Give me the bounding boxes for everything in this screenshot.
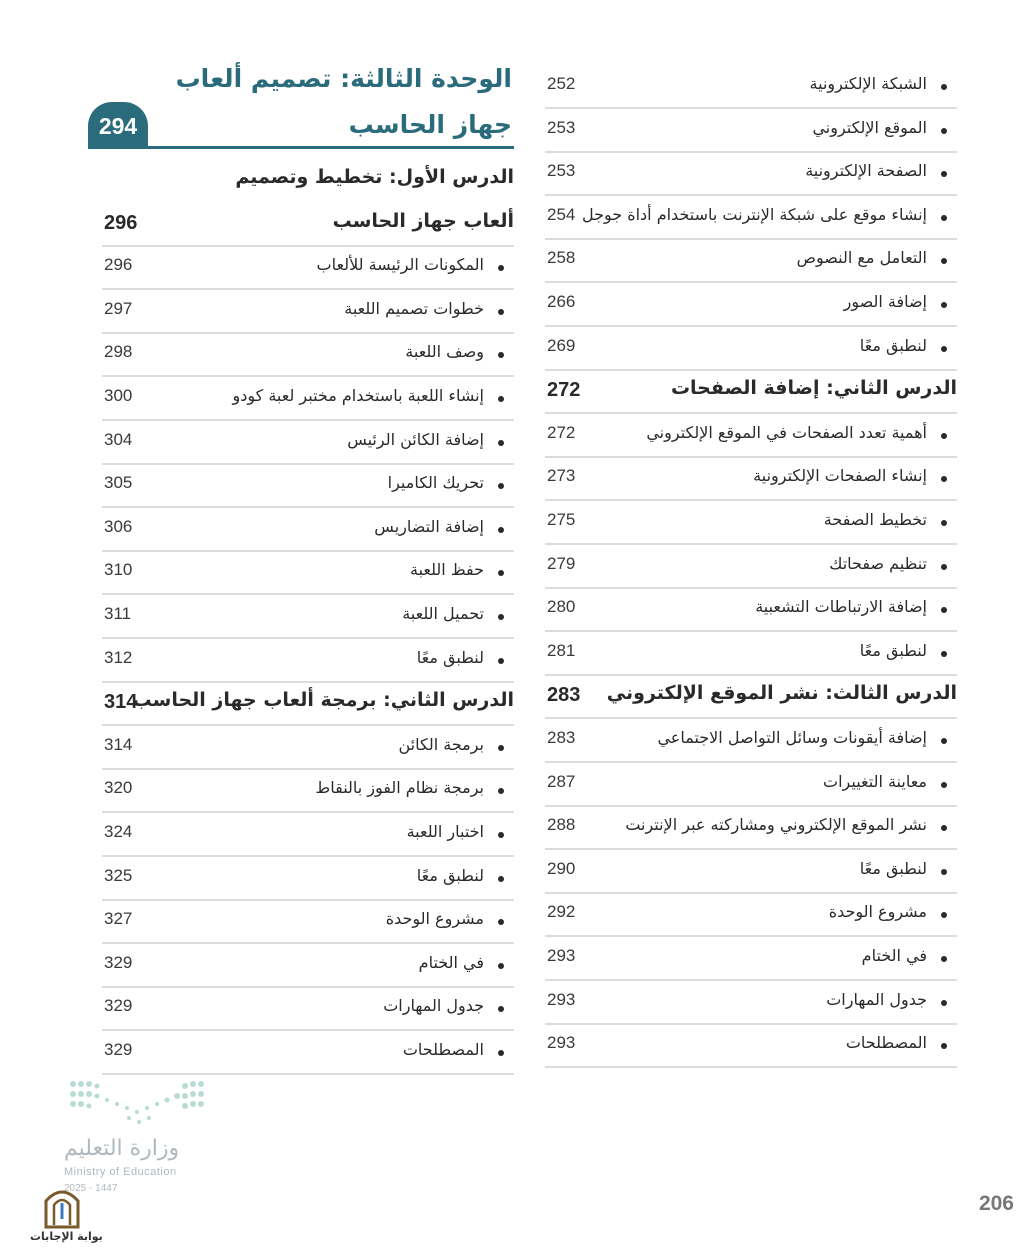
toc-entry[interactable] bbox=[545, 589, 957, 632]
toc-page-number: 292 bbox=[547, 902, 576, 922]
toc-entry-title: برمجة الكائن bbox=[398, 734, 484, 754]
toc-page-number: 304 bbox=[104, 429, 133, 449]
bullet-icon bbox=[941, 738, 947, 744]
toc-page-number: 254 bbox=[547, 204, 576, 224]
toc-entry-title: إنشاء موقع على شبكة الإنترنت باستخدام أداة جوجل bbox=[581, 204, 927, 224]
bullet-icon bbox=[941, 171, 947, 177]
bullet-icon bbox=[498, 570, 504, 576]
toc-entry[interactable] bbox=[102, 596, 514, 639]
toc-lesson-heading[interactable] bbox=[102, 683, 514, 726]
toc-entry-title: التعامل مع النصوص bbox=[796, 248, 927, 268]
bullet-icon bbox=[498, 265, 504, 271]
toc-entry[interactable] bbox=[102, 858, 514, 901]
toc-entry-title: إنشاء اللعبة باستخدام مختبر لعبة كودو bbox=[232, 386, 484, 405]
bullet-icon bbox=[498, 832, 504, 838]
toc-page-number: 329 bbox=[104, 952, 133, 972]
toc-page-number: 293 bbox=[547, 1033, 576, 1053]
bullet-icon bbox=[941, 346, 947, 352]
toc-entry-title: لنطبق معًا bbox=[416, 647, 484, 667]
bullet-icon bbox=[498, 876, 504, 882]
bullet-icon bbox=[941, 128, 947, 134]
toc-page-number: 253 bbox=[547, 117, 576, 137]
toc-page-number: 327 bbox=[104, 909, 133, 929]
toc-page-number: 279 bbox=[547, 553, 576, 573]
unit-title-line2: جهاز الحاسب bbox=[348, 110, 512, 139]
toc-entry-title: وصف اللعبة bbox=[405, 342, 484, 362]
bullet-icon bbox=[941, 84, 947, 90]
bullet-icon bbox=[941, 302, 947, 308]
toc-page-number: 280 bbox=[547, 597, 576, 617]
bullet-icon bbox=[941, 476, 947, 482]
toc-entry-title: إنشاء الصفحات الإلكترونية bbox=[753, 466, 927, 486]
toc-entry-title: المكونات الرئيسة للألعاب bbox=[316, 255, 484, 275]
watermark-text: بوابة الإجابات bbox=[30, 1230, 103, 1243]
toc-entry[interactable] bbox=[102, 640, 514, 683]
toc-page-number: 290 bbox=[547, 858, 576, 878]
bullet-icon bbox=[498, 440, 504, 446]
toc-entry[interactable] bbox=[545, 938, 957, 981]
ministry-years: 2025 - 1447 bbox=[64, 1183, 118, 1194]
toc-entry[interactable] bbox=[545, 894, 957, 937]
toc-entry[interactable] bbox=[545, 328, 957, 371]
toc-entry[interactable] bbox=[545, 415, 957, 458]
toc-entry-title: الموقع الإلكتروني bbox=[812, 117, 927, 137]
watermark-logo-icon bbox=[42, 1185, 82, 1229]
bullet-icon bbox=[498, 614, 504, 620]
bullet-icon bbox=[941, 912, 947, 918]
toc-entry[interactable] bbox=[545, 153, 957, 196]
toc-entry-title: لنطبق معًا bbox=[859, 640, 927, 660]
toc-entry[interactable] bbox=[102, 814, 514, 857]
toc-entry[interactable] bbox=[102, 509, 514, 552]
toc-entry-title: نشر الموقع الإلكتروني ومشاركته عبر الإنترنت bbox=[625, 815, 927, 835]
bullet-icon bbox=[498, 527, 504, 533]
bullet-icon bbox=[941, 1000, 947, 1006]
unit-page-badge: 294 bbox=[88, 102, 148, 148]
bullet-icon bbox=[941, 1043, 947, 1049]
toc-entry[interactable] bbox=[545, 458, 957, 501]
toc-entry-title: في الختام bbox=[418, 952, 484, 972]
toc-page-number: 258 bbox=[547, 248, 576, 268]
toc-entry-title: لنطبق معًا bbox=[416, 865, 484, 885]
toc-entry[interactable] bbox=[545, 110, 957, 153]
ministry-name-english: Ministry of Education bbox=[64, 1166, 177, 1178]
unit-title-line1: الوحدة الثالثة: تصميم ألعاب bbox=[175, 64, 512, 93]
toc-entry-title: إضافة الارتباطات التشعبية bbox=[755, 597, 927, 617]
toc-entry-title: الدرس الثاني: إضافة الصفحات bbox=[670, 377, 957, 400]
toc-page-number: 266 bbox=[547, 292, 576, 311]
page-number: 206 bbox=[978, 1192, 1014, 1215]
toc-entry-title: تحميل اللعبة bbox=[402, 604, 484, 623]
bullet-icon bbox=[941, 520, 947, 526]
toc-entry[interactable] bbox=[102, 1032, 514, 1075]
bullet-icon bbox=[498, 352, 504, 358]
toc-page-number: 275 bbox=[547, 510, 576, 529]
toc-entry-title: تنظيم صفحاتك bbox=[829, 553, 927, 573]
toc-entry[interactable] bbox=[102, 901, 514, 944]
bullet-icon bbox=[941, 782, 947, 788]
toc-page-number: 273 bbox=[547, 466, 576, 486]
bullet-icon bbox=[498, 1006, 504, 1012]
toc-entry[interactable] bbox=[545, 982, 957, 1025]
toc-entry[interactable] bbox=[102, 770, 514, 813]
toc-page-number: 297 bbox=[104, 298, 133, 318]
toc-entry-title: تحريك الكاميرا bbox=[387, 473, 484, 493]
toc-page-number: 272 bbox=[547, 422, 576, 442]
toc-entry-title: الصفحة الإلكترونية bbox=[805, 161, 927, 181]
toc-lesson-heading[interactable] bbox=[102, 204, 514, 247]
toc-entry-title: اختبار اللعبة bbox=[406, 822, 484, 841]
toc-page-number: 329 bbox=[104, 1040, 133, 1059]
toc-page-number: 314 bbox=[104, 734, 133, 754]
toc-entry-title: خطوات تصميم اللعبة bbox=[344, 298, 484, 318]
bullet-icon bbox=[941, 258, 947, 264]
toc-entry-title: الدرس الأول: تخطيط وتصميم bbox=[235, 166, 514, 188]
bullet-icon bbox=[941, 433, 947, 439]
toc-entry[interactable] bbox=[545, 66, 957, 109]
toc-entry-title: إضافة التضاريس bbox=[374, 516, 484, 536]
toc-page-number: 320 bbox=[104, 778, 133, 798]
toc-entry[interactable] bbox=[545, 764, 957, 807]
toc-page-number: 325 bbox=[104, 865, 133, 885]
toc-entry[interactable] bbox=[102, 552, 514, 595]
bullet-icon bbox=[498, 1050, 504, 1056]
toc-page-number: 329 bbox=[104, 996, 133, 1016]
toc-entry[interactable] bbox=[545, 720, 957, 763]
toc-entry-title: الدرس الثاني: برمجة ألعاب جهاز الحاسب bbox=[132, 689, 514, 712]
toc-page-number: 293 bbox=[547, 946, 576, 965]
toc-page-number: 296 bbox=[104, 211, 138, 234]
toc-entry[interactable] bbox=[545, 1025, 957, 1068]
bullet-icon bbox=[941, 564, 947, 570]
toc-entry-title: برمجة نظام الفوز بالنقاط bbox=[315, 778, 484, 798]
bullet-icon bbox=[941, 825, 947, 831]
toc-lesson-heading[interactable] bbox=[102, 160, 514, 203]
toc-entry[interactable] bbox=[545, 633, 957, 676]
toc-entry-title: معاينة التغييرات bbox=[823, 771, 927, 791]
toc-entry-title: المصطلحات bbox=[402, 1040, 484, 1059]
bullet-icon bbox=[498, 745, 504, 751]
toc-page-number: 310 bbox=[104, 560, 133, 580]
toc-entry[interactable] bbox=[102, 334, 514, 377]
toc-entry-title: جدول المهارات bbox=[383, 996, 484, 1016]
toc-page-number: 306 bbox=[104, 516, 133, 536]
toc-entry-title: إضافة الكائن الرئيس bbox=[347, 429, 484, 449]
bullet-icon bbox=[498, 483, 504, 489]
ministry-name-arabic: وزارة التعليم bbox=[64, 1136, 180, 1161]
toc-page-number: 269 bbox=[547, 335, 576, 355]
toc-page-number: 252 bbox=[547, 74, 576, 93]
toc-page-number: 314 bbox=[104, 691, 138, 714]
toc-entry[interactable] bbox=[102, 727, 514, 770]
toc-entry[interactable] bbox=[102, 945, 514, 988]
toc-page-number: 287 bbox=[547, 771, 576, 791]
bullet-icon bbox=[498, 309, 504, 315]
toc-entry-title: إضافة الصور bbox=[843, 292, 927, 311]
bullet-icon bbox=[498, 396, 504, 402]
toc-entry-title: في الختام bbox=[861, 946, 927, 965]
toc-entry-title: المصطلحات bbox=[845, 1033, 927, 1053]
toc-entry[interactable] bbox=[545, 807, 957, 850]
bullet-icon bbox=[941, 215, 947, 221]
toc-entry-title: الشبكة الإلكترونية bbox=[809, 74, 927, 93]
toc-entry[interactable] bbox=[102, 291, 514, 334]
toc-entry[interactable] bbox=[102, 378, 514, 421]
toc-entry[interactable] bbox=[545, 284, 957, 327]
toc-entry[interactable] bbox=[545, 240, 957, 283]
toc-entry[interactable] bbox=[545, 546, 957, 589]
toc-page-number: 281 bbox=[547, 640, 576, 660]
unit-underline bbox=[88, 146, 514, 149]
toc-entry-title: إضافة أيقونات وسائل التواصل الاجتماعي bbox=[657, 728, 927, 747]
toc-page-number: 312 bbox=[104, 647, 133, 667]
toc-page-number: 283 bbox=[547, 728, 576, 747]
toc-entry[interactable] bbox=[102, 422, 514, 465]
bullet-icon bbox=[498, 963, 504, 969]
toc-page-number: 300 bbox=[104, 386, 133, 405]
toc-entry-title: أهمية تعدد الصفحات في الموقع الإلكتروني bbox=[646, 422, 927, 442]
toc-page-number: 305 bbox=[104, 473, 133, 493]
toc-entry[interactable] bbox=[545, 502, 957, 545]
toc-page-number: 272 bbox=[547, 379, 581, 402]
bullet-icon bbox=[941, 869, 947, 875]
toc-page-number: 324 bbox=[104, 822, 133, 841]
toc-lesson-heading[interactable] bbox=[545, 676, 957, 719]
toc-entry[interactable] bbox=[545, 197, 957, 240]
toc-entry-title: الدرس الثالث: نشر الموقع الإلكتروني bbox=[606, 682, 957, 705]
bullet-icon bbox=[498, 919, 504, 925]
toc-entry-title: مشروع الوحدة bbox=[385, 909, 484, 929]
toc-page-number: 293 bbox=[547, 989, 576, 1009]
toc-entry[interactable] bbox=[545, 851, 957, 894]
toc-entry-title: جدول المهارات bbox=[826, 989, 927, 1009]
toc-entry-title: تخطيط الصفحة bbox=[823, 510, 927, 529]
toc-page-number: 311 bbox=[104, 604, 132, 623]
toc-entry-title: لنطبق معًا bbox=[859, 335, 927, 355]
toc-entry-title: مشروع الوحدة bbox=[828, 902, 927, 922]
toc-entry[interactable] bbox=[102, 988, 514, 1031]
toc-page-number: 288 bbox=[547, 815, 576, 835]
toc-entry[interactable] bbox=[102, 465, 514, 508]
bullet-icon bbox=[941, 607, 947, 613]
bullet-icon bbox=[498, 788, 504, 794]
toc-page-number: 296 bbox=[104, 255, 133, 275]
toc-entry-title: ألعاب جهاز الحاسب bbox=[332, 209, 514, 232]
bullet-icon bbox=[941, 956, 947, 962]
toc-entry-title: حفظ اللعبة bbox=[410, 560, 484, 580]
toc-entry-title: لنطبق معًا bbox=[859, 858, 927, 878]
ministry-logo-dots bbox=[62, 1078, 212, 1128]
toc-lesson-heading[interactable] bbox=[545, 371, 957, 414]
toc-entry[interactable] bbox=[102, 247, 514, 290]
bullet-icon bbox=[498, 658, 504, 664]
toc-page-number: 298 bbox=[104, 342, 133, 362]
toc-page-number: 283 bbox=[547, 684, 581, 707]
toc-page-number: 253 bbox=[547, 161, 576, 181]
bullet-icon bbox=[941, 651, 947, 657]
